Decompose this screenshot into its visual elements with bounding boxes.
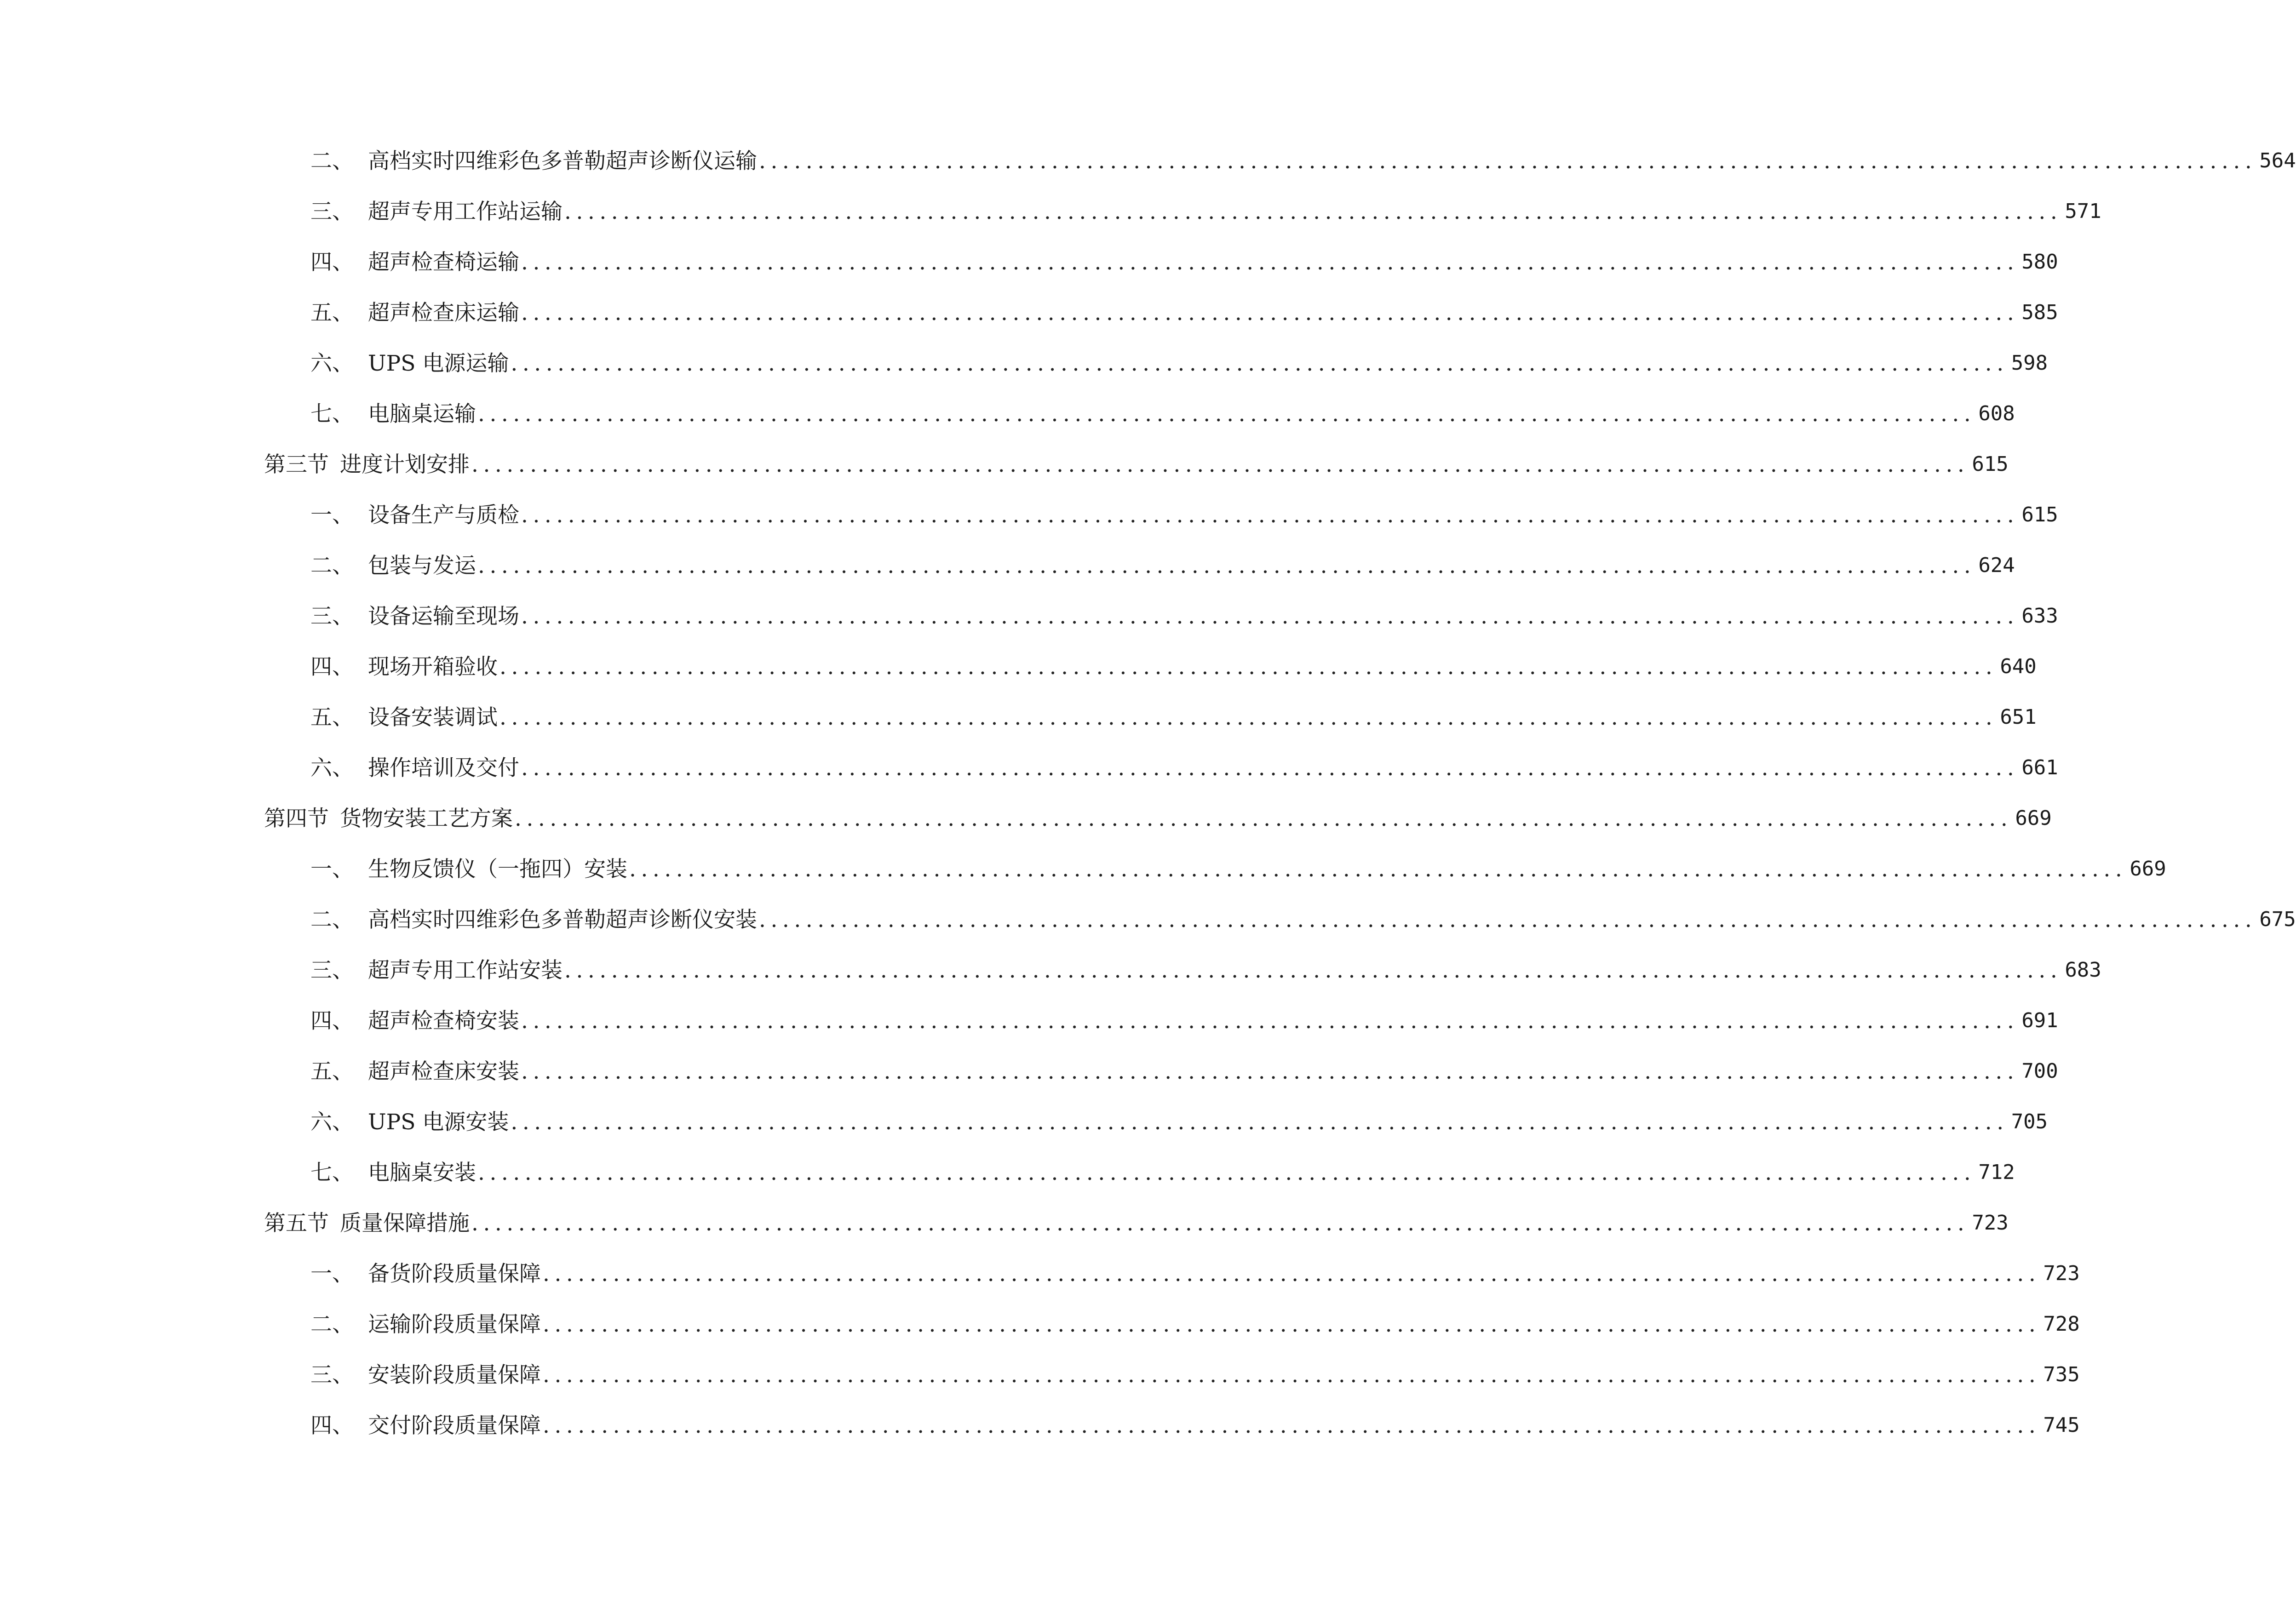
toc-entry-page: 633 bbox=[2021, 604, 2058, 628]
dot-leader: ................................................................................................................................ bbox=[521, 1058, 2019, 1084]
toc-entry-title: 电脑桌运输 bbox=[368, 401, 476, 427]
toc-section-number: 第四节 bbox=[264, 806, 329, 831]
dot-leader: ................................................................................................................................ bbox=[543, 1311, 2041, 1337]
dot-leader: ................................................................................................................................ bbox=[471, 1210, 1969, 1236]
toc-entry-number: 六、 bbox=[310, 1109, 354, 1135]
toc-entry[interactable] bbox=[310, 901, 2296, 938]
toc-section-title: 进度计划安排 bbox=[340, 452, 470, 477]
dot-leader: ................................................................................................................................ bbox=[521, 300, 2019, 326]
toc-entry-title: 高档实时四维彩色多普勒超声诊断仪运输 bbox=[368, 148, 757, 174]
toc-entry-title: 运输阶段质量保障 bbox=[368, 1311, 541, 1337]
toc-entry-number: 三、 bbox=[310, 1362, 354, 1388]
toc-entry[interactable] bbox=[310, 193, 2101, 230]
toc-entry-page: 691 bbox=[2021, 1009, 2058, 1032]
toc-entry-number: 三、 bbox=[310, 603, 354, 629]
toc-entry[interactable] bbox=[310, 1154, 2015, 1191]
toc-entry[interactable] bbox=[310, 547, 2015, 584]
toc-entry-page: 608 bbox=[1978, 402, 2015, 425]
toc-entry-number: 五、 bbox=[310, 300, 354, 326]
toc-entry-page: 598 bbox=[2011, 351, 2048, 375]
toc-entry[interactable] bbox=[310, 294, 2058, 331]
toc-entry-page: 700 bbox=[2021, 1059, 2058, 1083]
toc-entry-page: 571 bbox=[2065, 200, 2101, 223]
dot-leader: ................................................................................................................................ bbox=[521, 1008, 2019, 1034]
toc-entry-page: 683 bbox=[2065, 958, 2101, 982]
toc-entry-title: 现场开箱验收 bbox=[368, 654, 498, 680]
toc-entry-title: 超声检查床安装 bbox=[368, 1058, 519, 1084]
toc-entry[interactable] bbox=[310, 952, 2101, 989]
dot-leader: ................................................................................................................................ bbox=[543, 1362, 2041, 1388]
dot-leader: ................................................................................................................................ bbox=[564, 957, 2062, 983]
toc-entry[interactable] bbox=[310, 1053, 2058, 1090]
dot-leader: ................................................................................................................................ bbox=[511, 1109, 2009, 1135]
dot-leader: ................................................................................................................................ bbox=[543, 1261, 2041, 1287]
toc-entry-page: 615 bbox=[2021, 503, 2058, 526]
toc-entry-page: 669 bbox=[2130, 857, 2166, 881]
toc-entry-number: 七、 bbox=[310, 401, 354, 427]
toc-entry-title: 超声检查椅安装 bbox=[368, 1008, 519, 1034]
dot-leader: ................................................................................................................................ bbox=[499, 704, 1998, 730]
toc-entry[interactable] bbox=[310, 1002, 2058, 1039]
toc-entry-number: 一、 bbox=[310, 1261, 354, 1287]
toc-entry-number: 六、 bbox=[310, 755, 354, 781]
toc-entry-number: 五、 bbox=[310, 1058, 354, 1084]
toc-section-entry[interactable] bbox=[264, 800, 2052, 837]
toc-entry-page: 705 bbox=[2011, 1110, 2048, 1133]
toc-entry[interactable] bbox=[310, 648, 2037, 685]
toc-section-page: 615 bbox=[1972, 452, 2009, 476]
toc-entry-page: 624 bbox=[1978, 554, 2015, 577]
toc-entry-number: 一、 bbox=[310, 502, 354, 528]
toc-entry-number: 二、 bbox=[310, 553, 354, 578]
toc-entry-page: 675 bbox=[2259, 908, 2296, 931]
dot-leader: ................................................................................................................................ bbox=[511, 350, 2009, 376]
toc-section-number: 第五节 bbox=[264, 1210, 329, 1236]
toc-entry-number: 三、 bbox=[310, 957, 354, 983]
dot-leader: ................................................................................................................................ bbox=[543, 1413, 2041, 1438]
dot-leader: ................................................................................................................................ bbox=[759, 907, 2257, 932]
toc-entry[interactable] bbox=[310, 244, 2058, 280]
toc-entry-number: 五、 bbox=[310, 704, 354, 730]
dot-leader: ................................................................................................................................ bbox=[471, 452, 1969, 477]
toc-entry-page: 723 bbox=[2043, 1262, 2080, 1285]
dot-leader: ................................................................................................................................ bbox=[564, 199, 2062, 224]
dot-leader: ................................................................................................................................ bbox=[478, 401, 1976, 427]
toc-entry[interactable] bbox=[310, 851, 2166, 887]
toc-entry-title: 生物反馈仪（一拖四）安装 bbox=[368, 856, 627, 882]
toc-entry-page: 651 bbox=[2000, 705, 2037, 729]
toc-entry[interactable] bbox=[310, 1255, 2080, 1292]
dot-leader: ................................................................................................................................ bbox=[499, 654, 1998, 680]
toc-entry-title: 备货阶段质量保障 bbox=[368, 1261, 541, 1287]
dot-leader: ................................................................................................................................ bbox=[521, 249, 2019, 275]
toc-entry-title: 交付阶段质量保障 bbox=[368, 1413, 541, 1438]
toc-section-title: 货物安装工艺方案 bbox=[340, 806, 513, 831]
toc-entry-page: 745 bbox=[2043, 1413, 2080, 1437]
toc-entry[interactable] bbox=[310, 1356, 2080, 1393]
dot-leader: ................................................................................................................................ bbox=[629, 856, 2127, 882]
toc-entry-number: 二、 bbox=[310, 907, 354, 932]
toc-entry-number: 一、 bbox=[310, 856, 354, 882]
toc-entry[interactable] bbox=[310, 1407, 2080, 1444]
toc-entry-number: 四、 bbox=[310, 249, 354, 275]
toc-section-page: 723 bbox=[1972, 1211, 2009, 1235]
toc-entry-title: 包装与发运 bbox=[368, 553, 476, 578]
toc-entry-page: 564 bbox=[2259, 149, 2296, 172]
toc-entry-page: 735 bbox=[2043, 1363, 2080, 1386]
toc-entry-title: 设备运输至现场 bbox=[368, 603, 519, 629]
dot-leader: ................................................................................................................................ bbox=[515, 806, 2013, 831]
toc-entry-page: 640 bbox=[2000, 655, 2037, 678]
toc-entry[interactable] bbox=[310, 345, 2048, 382]
toc-entry-number: 二、 bbox=[310, 148, 354, 174]
toc-entry-title: 超声专用工作站运输 bbox=[368, 199, 563, 224]
toc-entry-number: 六、 bbox=[310, 350, 354, 376]
toc-entry[interactable] bbox=[310, 598, 2058, 635]
toc-section-number: 第三节 bbox=[264, 452, 329, 477]
toc-entry-page: 728 bbox=[2043, 1312, 2080, 1336]
dot-leader: ................................................................................................................................ bbox=[478, 553, 1976, 578]
toc-entry[interactable] bbox=[310, 1104, 2048, 1140]
toc-entry-title: 电脑桌安装 bbox=[368, 1160, 476, 1185]
toc-entry-number: 四、 bbox=[310, 1413, 354, 1438]
toc-section-entry[interactable] bbox=[264, 446, 2009, 483]
toc-entry-title: 超声检查床运输 bbox=[368, 300, 519, 326]
dot-leader: ................................................................................................................................ bbox=[521, 502, 2019, 528]
toc-entry-page: 585 bbox=[2021, 301, 2058, 324]
toc-entry-title: UPS 电源运输 bbox=[368, 350, 509, 376]
dot-leader: ................................................................................................................................ bbox=[478, 1160, 1976, 1185]
dot-leader: ................................................................................................................................ bbox=[521, 755, 2019, 781]
toc-entry-number: 四、 bbox=[310, 654, 354, 680]
toc-entry-number: 三、 bbox=[310, 199, 354, 224]
toc-entry-title: 超声专用工作站安装 bbox=[368, 957, 563, 983]
toc-entry[interactable] bbox=[310, 699, 2037, 736]
dot-leader: ................................................................................................................................ bbox=[759, 148, 2257, 174]
toc-entry-page: 580 bbox=[2021, 250, 2058, 274]
toc-entry[interactable] bbox=[310, 395, 2015, 432]
toc-entry-page: 712 bbox=[1978, 1161, 2015, 1184]
toc-entry[interactable] bbox=[310, 143, 2296, 179]
toc-entry-title: 超声检查椅运输 bbox=[368, 249, 519, 275]
toc-entry-number: 七、 bbox=[310, 1160, 354, 1185]
dot-leader: ................................................................................................................................ bbox=[521, 603, 2019, 629]
toc-section-page: 669 bbox=[2015, 806, 2052, 830]
toc-entry-page: 661 bbox=[2021, 756, 2058, 779]
toc-entry-title: 操作培训及交付 bbox=[368, 755, 519, 781]
toc-entry-title: 设备安装调试 bbox=[368, 704, 498, 730]
toc-entry-title: 安装阶段质量保障 bbox=[368, 1362, 541, 1388]
toc-entry-title: 设备生产与质检 bbox=[368, 502, 519, 528]
toc-entry[interactable] bbox=[310, 497, 2058, 533]
toc-entry-number: 二、 bbox=[310, 1311, 354, 1337]
toc-entry[interactable] bbox=[310, 1306, 2080, 1343]
toc-entry-title: 高档实时四维彩色多普勒超声诊断仪安装 bbox=[368, 907, 757, 932]
toc-section-entry[interactable] bbox=[264, 1205, 2009, 1241]
toc-entry-number: 四、 bbox=[310, 1008, 354, 1034]
toc-section-title: 质量保障措施 bbox=[340, 1210, 470, 1236]
toc-entry[interactable] bbox=[310, 749, 2058, 786]
toc-entry-title: UPS 电源安装 bbox=[368, 1109, 509, 1135]
